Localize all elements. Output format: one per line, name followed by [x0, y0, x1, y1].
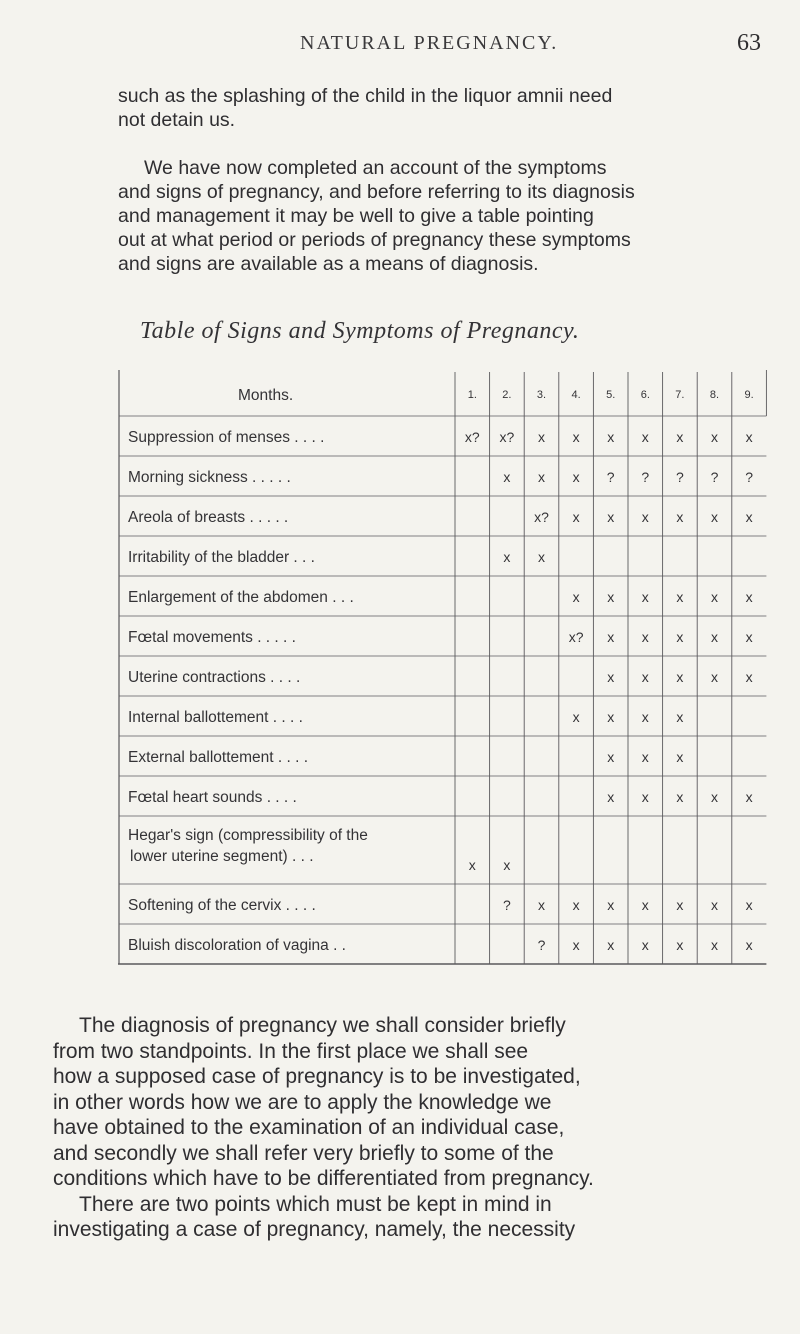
text-line: how a supposed case of pregnancy is to be investigated, — [53, 1065, 581, 1088]
presence-mark: x — [676, 749, 684, 765]
presence-mark: x — [607, 937, 615, 953]
presence-mark: x — [607, 629, 615, 645]
presence-mark: x — [607, 669, 615, 685]
presence-mark: x — [676, 897, 684, 913]
table-intro-paragraph — [118, 156, 768, 276]
row-label: Enlargement of the abdomen . . . — [128, 589, 354, 606]
text-line: conditions which have to be differentiated from pregnancy. — [53, 1167, 594, 1190]
presence-mark: x — [572, 469, 580, 485]
presence-mark: ? — [676, 469, 684, 485]
presence-mark: x — [641, 429, 649, 445]
text-line: and secondly we shall refer very briefly to some of the — [53, 1141, 554, 1165]
row-label: Bluish discoloration of vagina . . — [128, 937, 346, 954]
text-line: and management it may be well to give a table pointing — [118, 205, 594, 227]
presence-mark: x — [607, 429, 615, 445]
row-label: Fœtal heart sounds . . . . — [128, 789, 297, 806]
text-line: from two standpoints. In the first place we shall see — [53, 1039, 529, 1063]
presence-mark: x — [676, 789, 684, 805]
presence-mark: x — [745, 629, 753, 645]
presence-mark: x — [468, 857, 476, 873]
presence-mark: x — [676, 589, 684, 605]
presence-mark: x — [676, 709, 684, 725]
text-line: We have now completed an account of the symptoms — [144, 157, 607, 179]
text-line: have obtained to the examination of an individual case, — [53, 1116, 565, 1139]
presence-mark: x — [538, 429, 545, 445]
text-line: and signs of pregnancy, and before referring to its diagnosis — [118, 181, 635, 203]
presence-mark: x — [745, 429, 753, 445]
presence-mark: x — [745, 937, 753, 953]
presence-mark: ? — [606, 469, 615, 485]
presence-mark: x — [745, 789, 753, 805]
row-label: Uterine contractions . . . . — [128, 669, 301, 686]
presence-mark: x — [572, 897, 580, 913]
row-label: Areola of breasts . . . . . — [128, 509, 289, 526]
month-header: 4. — [571, 389, 581, 401]
presence-mark: x — [676, 429, 684, 445]
text-line: out at what period or periods of pregnancy these symptoms — [118, 229, 631, 251]
row-label: Hegar's sign (compressibility of the — [128, 827, 368, 844]
presence-mark: x — [676, 629, 684, 645]
presence-mark: x — [572, 509, 580, 525]
presence-mark: x — [711, 789, 718, 805]
presence-mark: x — [745, 589, 753, 605]
presence-mark: x — [641, 669, 649, 685]
presence-mark: ? — [641, 469, 650, 485]
presence-mark: x — [572, 589, 580, 605]
row-label: Softening of the cervix . . . . — [128, 897, 316, 914]
row-label: lower uterine segment) . . . — [130, 848, 314, 865]
presence-mark: x — [676, 937, 684, 953]
month-header: 7. — [675, 389, 685, 401]
month-header: 6. — [640, 389, 650, 401]
table-grid — [118, 370, 790, 1000]
presence-mark: x — [641, 897, 649, 913]
presence-mark: x? — [464, 429, 480, 445]
text-line: such as the splashing of the child in the liquor amnii need — [118, 85, 613, 107]
presence-mark: x — [711, 937, 718, 953]
presence-mark: x — [641, 629, 649, 645]
text-line: not detain us. — [118, 109, 236, 131]
presence-mark: x — [711, 669, 718, 685]
presence-mark: x? — [568, 629, 584, 645]
presence-mark: x — [607, 589, 615, 605]
row-label: Suppression of menses . . . . — [128, 429, 325, 446]
presence-mark: x — [745, 669, 753, 685]
text-line: in other words how we are to apply the knowledge we — [53, 1090, 552, 1114]
running-title: NATURAL PREGNANCY. — [300, 32, 559, 54]
row-label: Morning sickness . . . . . — [128, 469, 291, 486]
text-line: investigating a case of pregnancy, namely, the necessity — [53, 1218, 576, 1241]
presence-mark: x — [711, 509, 718, 525]
presence-mark: x — [641, 749, 649, 765]
presence-mark: x? — [499, 429, 515, 445]
table-title: Table of Signs and Symptoms of Pregnancy. — [140, 318, 580, 344]
presence-mark: x — [641, 589, 649, 605]
month-header: 1. — [467, 389, 477, 401]
presence-mark: x — [641, 937, 649, 953]
presence-mark: x — [503, 857, 511, 873]
row-label: External ballottement . . . . — [128, 749, 309, 766]
presence-mark: x — [676, 669, 684, 685]
presence-mark: x — [607, 509, 615, 525]
presence-mark: x — [503, 549, 511, 565]
month-header: 2. — [502, 389, 512, 401]
presence-mark: x — [538, 549, 545, 565]
page-number: 63 — [737, 30, 761, 56]
presence-mark: x — [538, 897, 545, 913]
months-header-label: Months. — [238, 387, 294, 404]
text-line: The diagnosis of pregnancy we shall consider briefly — [79, 1014, 566, 1037]
presence-mark: x — [711, 429, 718, 445]
row-label: Irritability of the bladder . . . — [128, 549, 315, 566]
presence-mark: x — [711, 897, 718, 913]
row-label: Fœtal movements . . . . . — [128, 629, 296, 646]
presence-mark: x — [711, 589, 718, 605]
presence-mark: x — [745, 509, 753, 525]
presence-mark: x — [538, 469, 545, 485]
month-header: 9. — [744, 389, 754, 401]
presence-mark: x — [607, 749, 615, 765]
month-header: 5. — [606, 389, 616, 401]
text-line: There are two points which must be kept in mind in — [79, 1192, 552, 1216]
diagnosis-paragraph — [53, 1013, 770, 1243]
presence-mark: ? — [503, 897, 511, 913]
presence-mark: x — [641, 709, 649, 725]
month-header: 3. — [536, 389, 547, 401]
presence-mark: ? — [710, 469, 719, 485]
intro-paragraph — [118, 84, 758, 132]
signs-symptoms-table — [118, 370, 790, 1000]
presence-mark: x — [711, 629, 718, 645]
presence-mark: x — [641, 789, 649, 805]
presence-mark: ? — [537, 937, 546, 953]
row-label: Internal ballottement . . . . — [128, 709, 303, 726]
presence-mark: x — [503, 469, 511, 485]
presence-mark: x — [572, 429, 580, 445]
month-header: 8. — [709, 389, 720, 401]
presence-mark: x — [572, 709, 580, 725]
presence-mark: x — [745, 897, 753, 913]
presence-mark: x? — [534, 509, 549, 525]
presence-mark: x — [641, 509, 649, 525]
presence-mark: ? — [745, 469, 753, 485]
text-line: and signs are available as a means of diagnosis. — [118, 253, 539, 275]
presence-mark: x — [676, 509, 684, 525]
presence-mark: x — [572, 937, 580, 953]
presence-mark: x — [607, 789, 615, 805]
presence-mark: x — [607, 897, 615, 913]
presence-mark: x — [607, 709, 615, 725]
